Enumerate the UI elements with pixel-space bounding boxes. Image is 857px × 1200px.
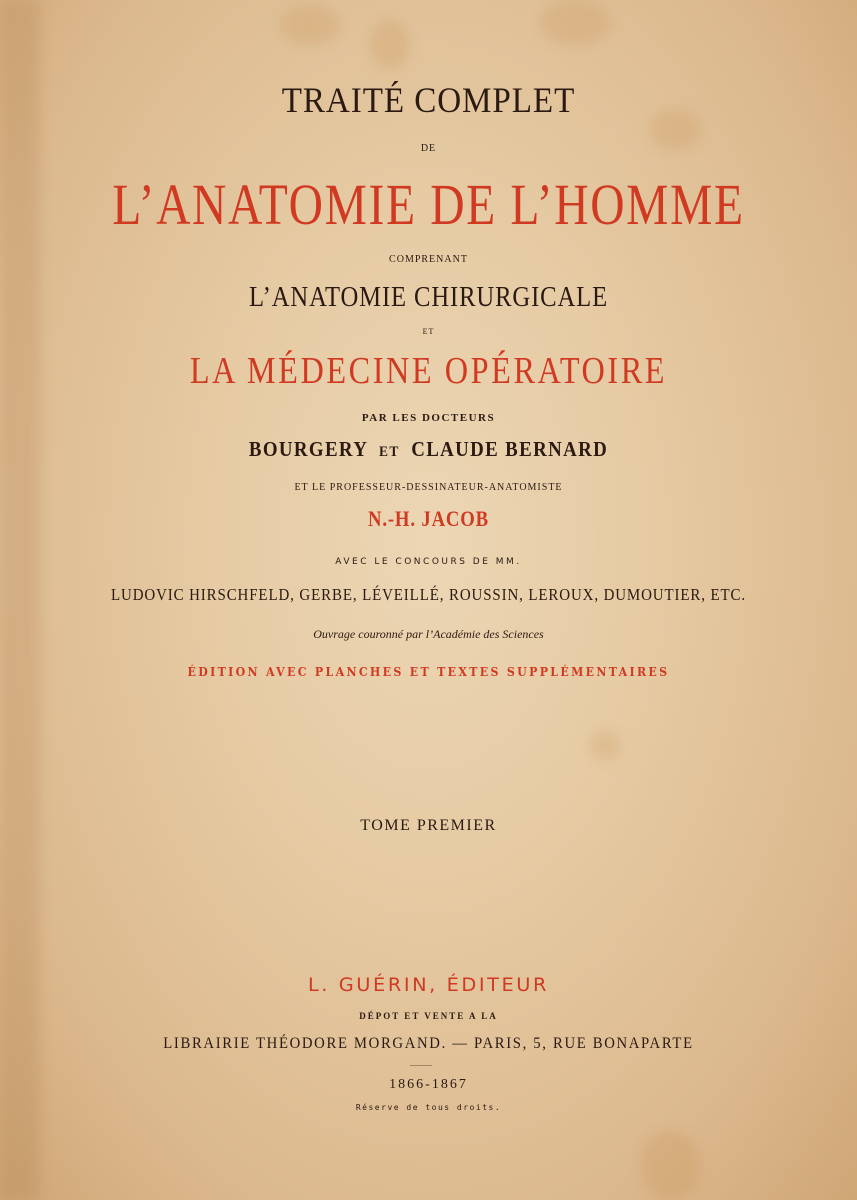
- award-line: Ouvrage couronné par l’Académie des Sciences: [313, 627, 544, 641]
- authors: [43, 439, 814, 460]
- volume-label: TOME PREMIER: [360, 817, 497, 834]
- author-bourgery: BOURGERY: [248, 437, 368, 461]
- divider-rule: [410, 1065, 432, 1066]
- contributors-intro: AVEC LE CONCOURS DE MM.: [335, 557, 522, 567]
- publication-years: 1866-1867: [389, 1077, 468, 1092]
- bookseller-address: LIBRAIRIE THÉODORE MORGAND. — PARIS, 5, RUE BONAPARTE: [163, 1035, 694, 1052]
- edition-line: ÉDITION AVEC PLANCHES ET TEXTES SUPPLÉMENTAIRES: [187, 665, 670, 679]
- rights-notice: Réserve de tous droits.: [355, 1103, 502, 1112]
- subtitle-line-2: LA MÉDECINE OPÉRATOIRE: [189, 350, 668, 392]
- paper-stain: [590, 730, 620, 760]
- connector-de: DE: [420, 143, 437, 154]
- paper-stain: [640, 1130, 700, 1200]
- publisher-name: L. GUÉRIN, ÉDITEUR: [307, 974, 550, 996]
- paper-stain: [540, 0, 610, 45]
- contributors-list: LUDOVIC HIRSCHFELD, GERBE, LÉVEILLÉ, ROUSSIN, LEROUX, DUMOUTIER, ETC.: [110, 585, 747, 604]
- subtitle-line-1: L’ANATOMIE CHIRURGICALE: [248, 282, 609, 313]
- title-line-2: L’ANATOMIE DE L’HOMME: [112, 172, 745, 237]
- authors-et: ET: [379, 444, 400, 460]
- illustrator-name: N.-H. JACOB: [367, 506, 490, 531]
- title-line-1: TRAITÉ COMPLET: [281, 80, 576, 120]
- author-claude-bernard: CLAUDE BERNARD: [411, 437, 609, 461]
- depot-intro: DÉPOT ET VENTE A LA: [359, 1011, 498, 1021]
- connector-comprenant: COMPRENANT: [389, 254, 468, 265]
- paper-stain: [280, 5, 340, 45]
- illustrator-intro: ET LE PROFESSEUR-DESSINATEUR-ANATOMISTE: [294, 482, 563, 493]
- authors-intro: PAR LES DOCTEURS: [361, 412, 496, 424]
- connector-et: ET: [422, 327, 435, 336]
- paper-stain: [370, 20, 410, 70]
